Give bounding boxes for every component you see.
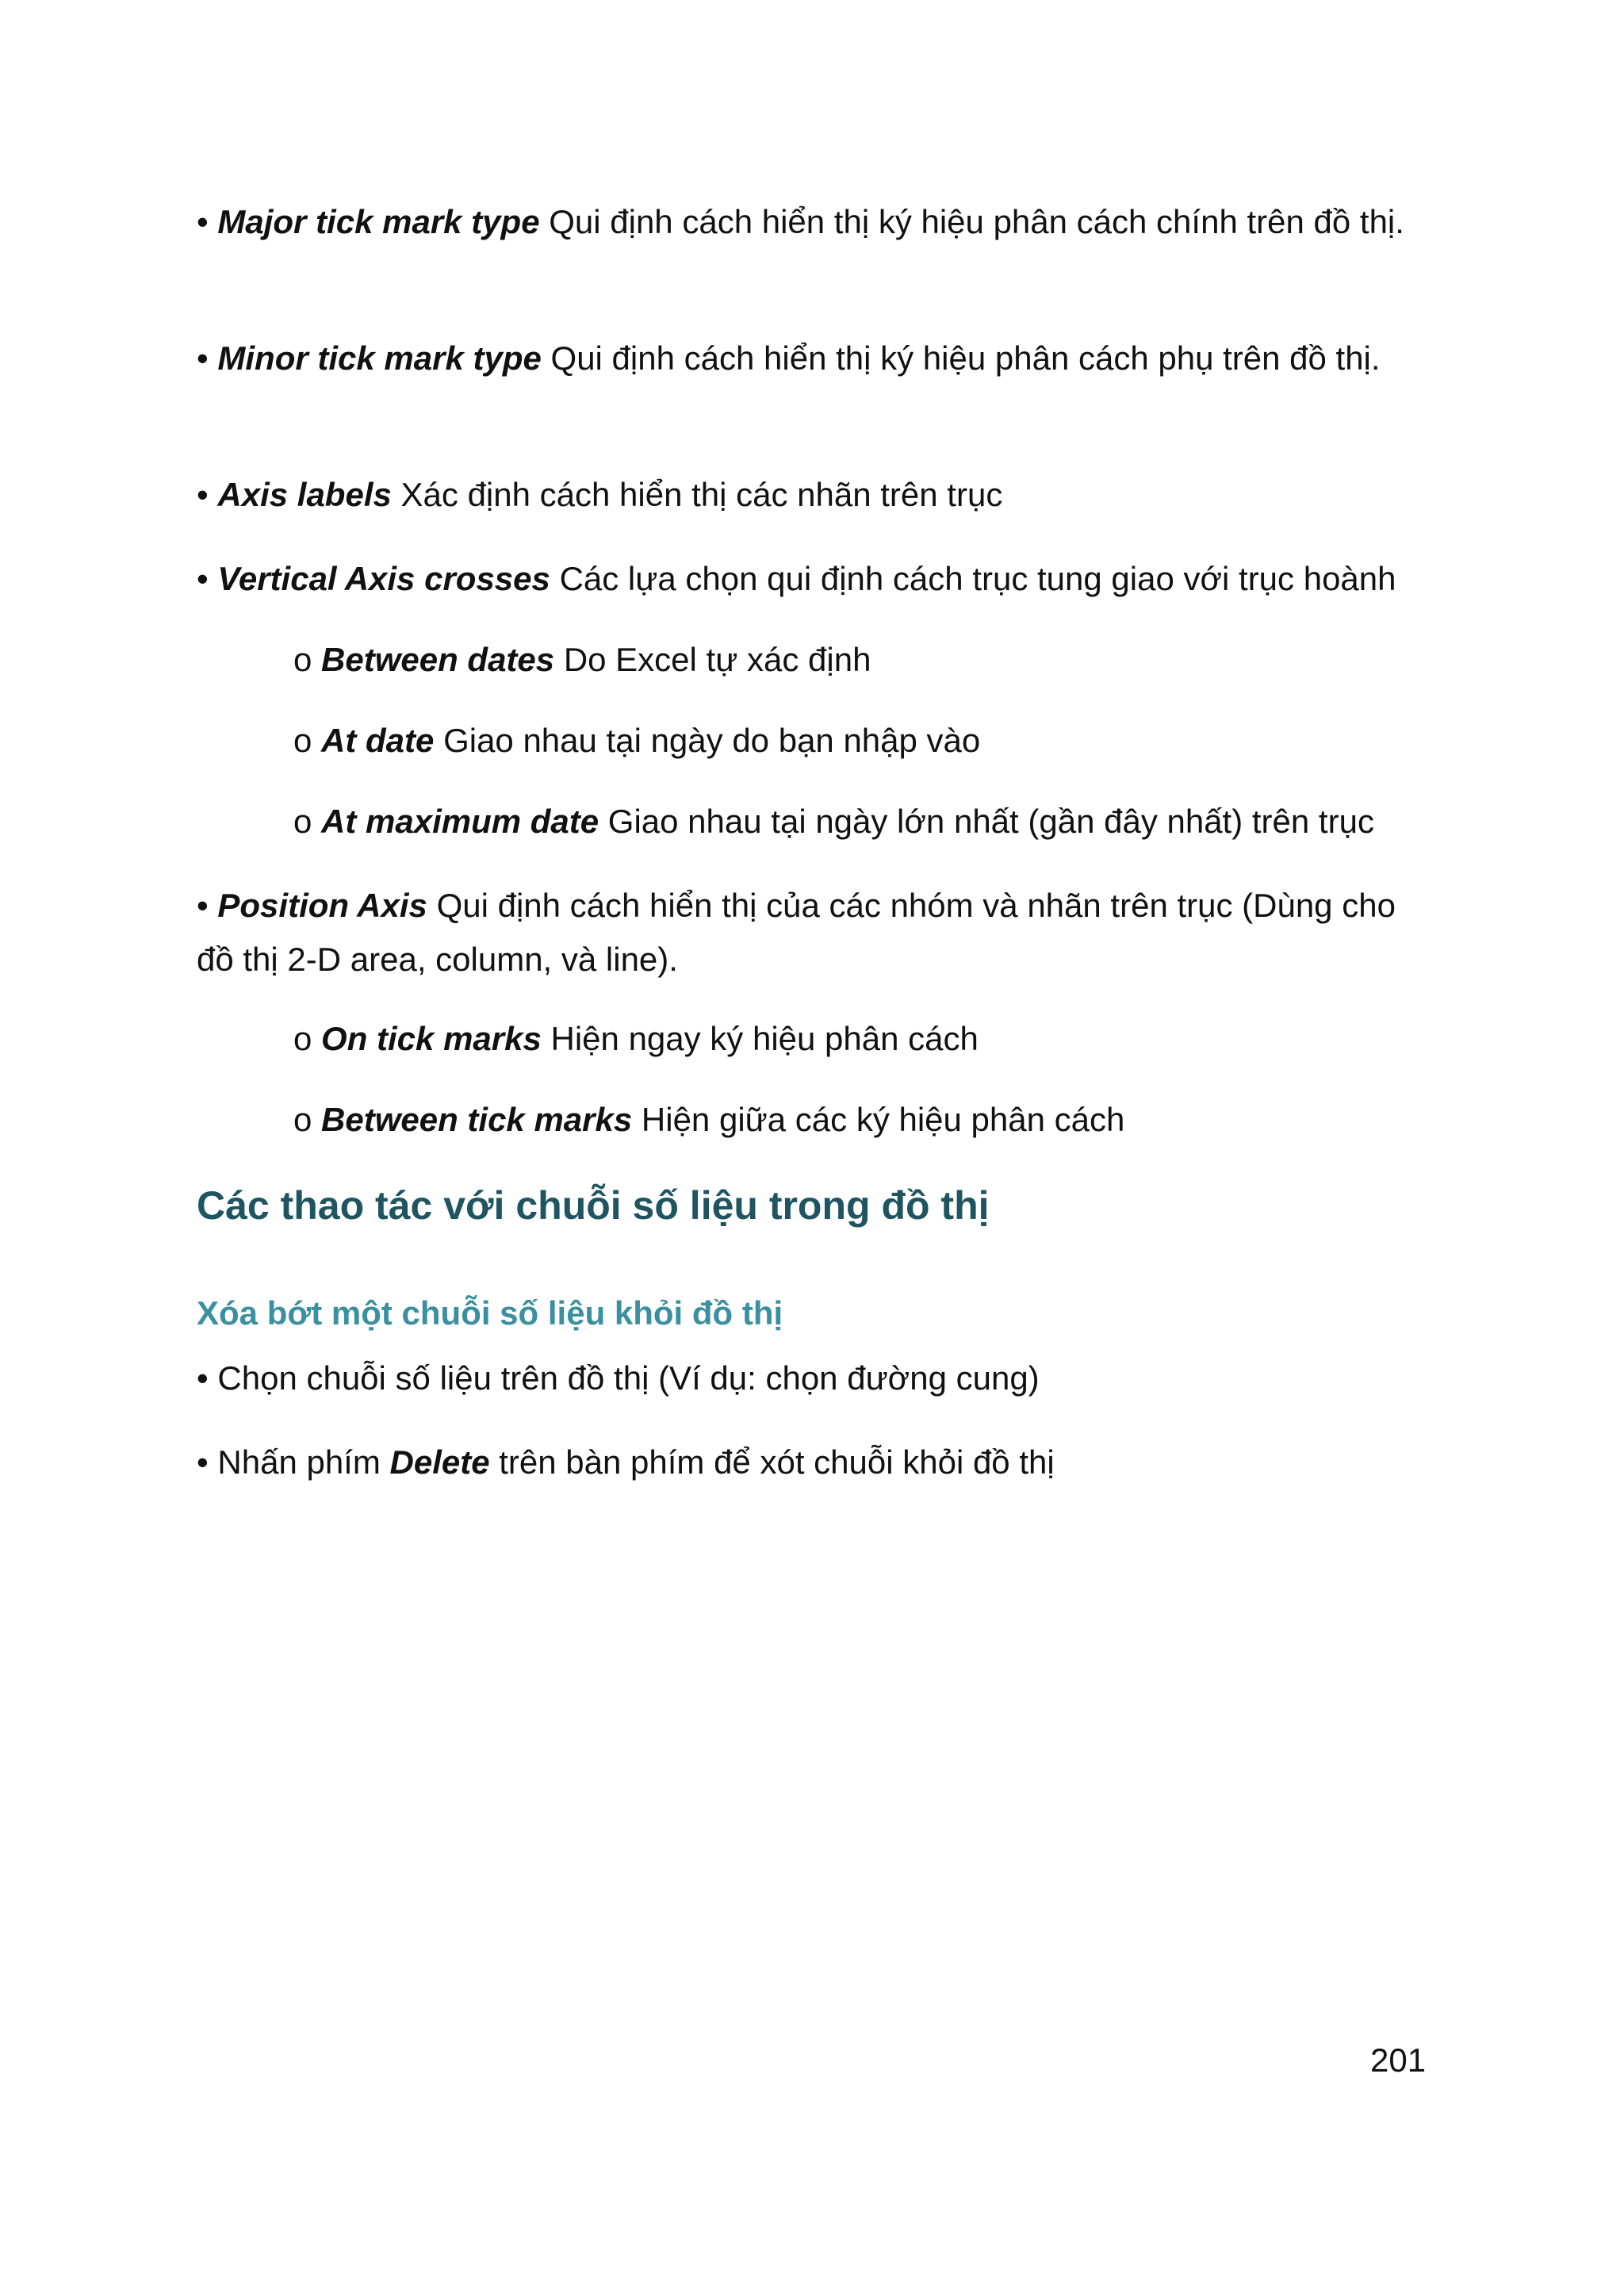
bullet-marker: • (197, 476, 209, 513)
list-item (197, 332, 1434, 385)
term: Major tick mark type (217, 203, 540, 240)
term: Vertical Axis crosses (217, 560, 550, 597)
bullet-marker: • (197, 339, 209, 377)
section-heading: Các thao tác với chuỗi số liệu trong đồ thị (197, 1183, 990, 1228)
description: Chọn chuỗi số liệu trên đồ thị (Ví dụ: chọn đường cung) (217, 1359, 1040, 1397)
subsection-heading: Xóa bớt một chuỗi số liệu khỏi đồ thị (197, 1294, 783, 1332)
step-item (197, 1351, 1434, 1405)
description: Các lựa chọn qui định cách trục tung giao với trục hoành (559, 560, 1396, 597)
bullet-marker: • (197, 560, 209, 597)
bullet-marker: • (197, 203, 209, 240)
term: Delete (389, 1443, 490, 1481)
description: Qui định cách hiển thị của các nhóm và nhãn trên trục (Dùng cho đồ thị 2-D area, column, và line). (197, 887, 1396, 978)
description: Hiện ngay ký hiệu phân cách (550, 1020, 979, 1057)
description: Qui định cách hiển thị ký hiệu phân cách chính trên đồ thị. (549, 203, 1404, 240)
list-item (197, 552, 1434, 606)
description: Giao nhau tại ngày do bạn nhập vào (443, 722, 981, 759)
term: On tick marks (321, 1020, 542, 1057)
sub-list-item (293, 633, 1530, 687)
sub-list-item (293, 795, 1530, 849)
description-pre: Nhấn phím (217, 1443, 381, 1481)
term: At date (321, 722, 435, 759)
description: Xác định cách hiển thị các nhãn trên trục (400, 476, 1003, 513)
sub-marker: o (293, 722, 312, 759)
sub-marker: o (293, 641, 312, 678)
term: At maximum date (321, 803, 599, 840)
list-item (197, 879, 1434, 987)
step-item (197, 1435, 1434, 1489)
sub-marker: o (293, 1020, 312, 1057)
term: Minor tick mark type (217, 339, 542, 377)
term: Between dates (321, 641, 555, 678)
description: Do Excel tự xác định (563, 641, 871, 678)
bullet-marker: • (197, 1443, 209, 1481)
description: Hiện giữa các ký hiệu phân cách (641, 1101, 1125, 1138)
page-number: 201 (1370, 2041, 1427, 2079)
sub-list-item (293, 714, 1530, 768)
sub-list-item (293, 1093, 1530, 1147)
description-post: trên bàn phím để xót chuỗi khỏi đồ thị (499, 1443, 1055, 1481)
term: Position Axis (217, 887, 427, 924)
sub-list-item (293, 1012, 1530, 1066)
list-item (197, 468, 1434, 522)
description: Qui định cách hiển thị ký hiệu phân cách phụ trên đồ thị. (550, 339, 1381, 377)
sub-marker: o (293, 803, 312, 840)
list-item (197, 195, 1434, 249)
sub-marker: o (293, 1101, 312, 1138)
description: Giao nhau tại ngày lớn nhất (gần đây nhất) trên trục (607, 803, 1374, 840)
bullet-marker: • (197, 1359, 209, 1397)
term: Axis labels (217, 476, 392, 513)
term: Between tick marks (321, 1101, 633, 1138)
bullet-marker: • (197, 887, 209, 924)
